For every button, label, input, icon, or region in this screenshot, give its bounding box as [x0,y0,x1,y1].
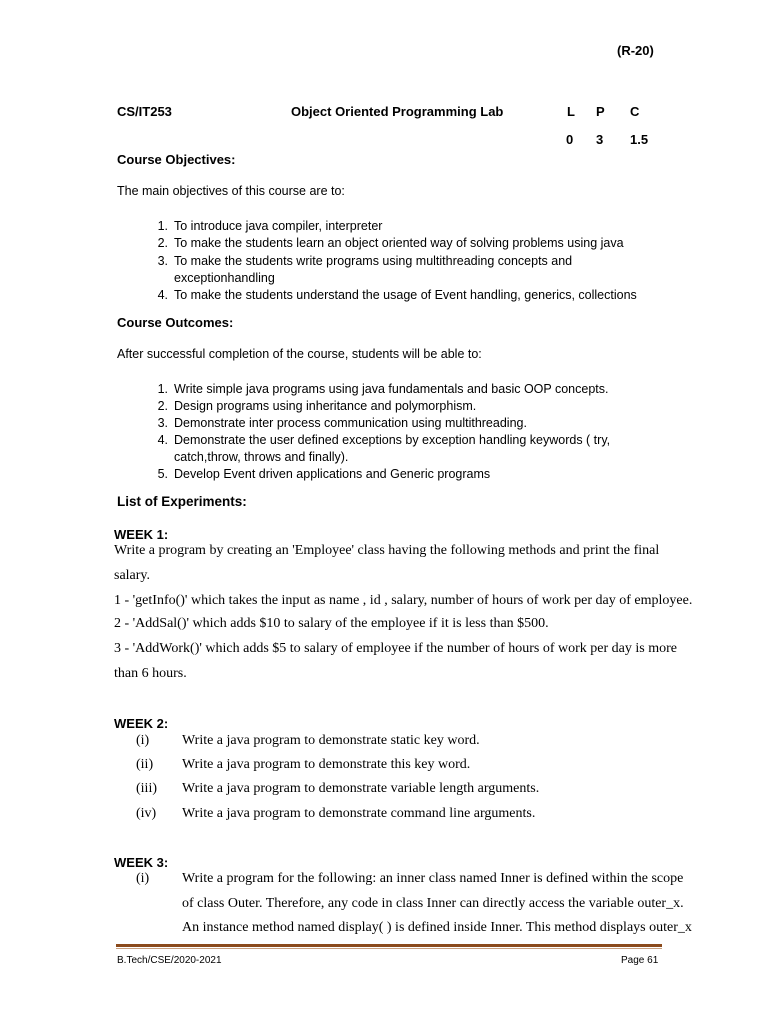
week3-item: (i) Write a program for the following: an inner class named Inner is defined within the scope of class Outer. Therefore, any code in class Inner can directly access the variable outer_x. An instance method named display( ) is defined inside Inner. This method displays outer_x [136,871,692,935]
ltpc-value-c: 1.5 [630,132,649,147]
week3-title: WEEK 3: [114,855,169,870]
week2-title: WEEK 2: [114,716,169,731]
week2-item: (iv) Write a java program to demonstrate command line arguments. [136,806,536,821]
outcomes-intro: After successful completion of the course, students will be able to: [117,347,482,361]
page-number: Page 61 [621,955,659,966]
week1-line: 2 - 'AddSal()' which adds $10 to salary of the employee if it is less than $500. [114,616,549,631]
footer-left: B.Tech/CSE/2020-2021 [117,955,222,966]
ltpc-value-p: 3 [596,132,604,147]
week1-line: than 6 hours. [114,666,187,681]
week1-line: Write a program by creating an 'Employee' class having the following methods and print the final [114,543,660,558]
document-page: (R-20) CS/IT253 Object Oriented Programming Lab L P C 0 3 1.5 Course Objectives: The main objectives of this course are to: 1. To introduce java compiler, interpreter 2. To make the students learn an object oriented way of solving problems using java 3. To make the students write programs using multithreading concepts and exceptionhandling 4. To make the students understand the usage of Event handling, generics, collections Course Outcomes: After successful completion of the course, students will be able to: 1. Write simple java programs using java fundamentals and basic OOP concepts. 2. Design programs using inheritance and polymorphism. 3. Demonstrate inter process communication using multithreading. 4. Demonstrate the user defined exceptions by exception handling keywords ( try, catch,throw, throws and finally). 5. Develop Event driven applications and Generic programs List of Experiments: WEEK 1: Write a program by creating an 'Employee' class having the following methods and print the final salary. 1 - 'getInfo()' which takes the input as name , id , salary, number of hours of work per day of employee. 2 - 'AddSal()' which adds $10 to salary of the employee if it is less than $500. 3 - 'AddWork()' which adds $5 to salary of employee if the number of hours of work per day is more than 6 hours. WEEK 2: (i) Write a java program to demonstrate static key word. (ii) Write a java program to demonstrate this key word. (iii) Write a java program to demonstrate variable length arguments. (iv) Write a java program to demonstrate command line arguments. WEEK 3: (i) Write a program for the following: an inner class named Inner is defined within the scope of class Outer. Therefore, any code in class Inner can directly access the variable outer_x. An instance method named display( ) is defined inside Inner. This method displays outer_x B.Tech/CSE/2020-2021 Page 61 [0,0,768,1024]
outcomes-heading: Course Outcomes: [117,315,234,330]
ltpc-header-p: P [596,104,605,119]
week2-item: (ii) Write a java program to demonstrate this key word. [136,757,471,772]
week2-item: (iii) Write a java program to demonstrate variable length arguments. [136,781,540,796]
outcome-item: 4. Demonstrate the user defined exceptions by exception handling keywords ( try, catch,throw, throws and finally). [157,433,611,464]
week1-line: 3 - 'AddWork()' which adds $5 to salary of employee if the number of hours of work per day is more [114,641,677,656]
objectives-heading: Course Objectives: [117,152,236,167]
week2-item: (i) Write a java program to demonstrate static key word. [136,733,480,748]
experiments-heading: List of Experiments: [117,494,247,509]
footer-rule [116,944,662,947]
ltpc-header-c: C [630,104,640,119]
ltpc-value-l: 0 [566,132,574,147]
week1-line: salary. [114,568,151,583]
objective-item: 3. To make the students write programs using multithreading concepts and exceptionhandling [157,254,573,285]
regulation-label: (R-20) [617,43,654,58]
course-title: Object Oriented Programming Lab [291,104,504,119]
objectives-intro: The main objectives of this course are to: [117,184,345,198]
week1-line: 1 - 'getInfo()' which takes the input as name , id , salary, number of hours of work per day of employee. [114,593,693,608]
course-code: CS/IT253 [117,104,172,119]
ltpc-header-l: L [567,104,575,119]
week1-title: WEEK 1: [114,527,169,542]
footer-rule-thin [116,948,662,949]
